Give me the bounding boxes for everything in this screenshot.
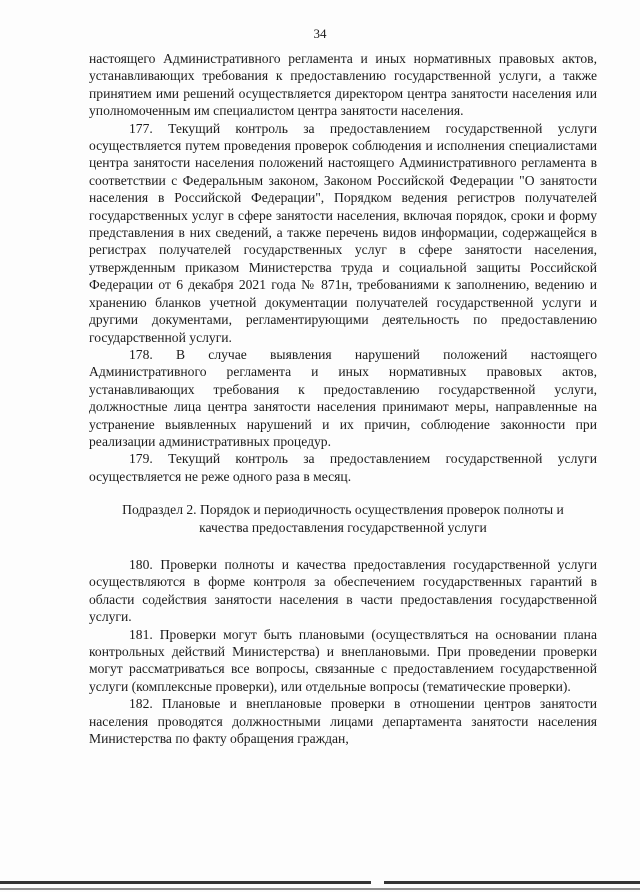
paragraph-178: 178. В случае выявления нарушений положений настоящего Административного регламента и иных нормативных правовых актов, устанавливающих требования к предоставлению государственной услуги, должностные лица центра занятости населения принимают меры, направленные на устранение выявленных нарушений и их причин, соблюдение законности при реализации административных процедур. [89, 346, 597, 449]
paragraph-continuation: настоящего Административного регламента и иных нормативных правовых актов, устанавливающих требования к предоставлению государственной услуги, а также принятием ими решений осуществляется директором центра занятости населения или уполномоченным им специалистом центра занятости населения. [89, 51, 597, 119]
document-body [89, 50, 597, 747]
scan-edge-line [0, 881, 640, 884]
paragraph-182: 182. Плановые и внеплановые проверки в отношении центров занятости населения проводятся должностными лицами департамента занятости населения Министерства по факту обращения граждан, [89, 696, 597, 747]
paragraph-180: 180. Проверки полноты и качества предоставления государственной услуги осуществляются в форме контроля за обеспечением государственных гарантий в области содействия занятости населения в части предоставления государственной услуги. [89, 556, 597, 625]
paragraph-181: 181. Проверки могут быть плановыми (осуществляться на основании плана контрольных действий Министерства) и внеплановыми. При проведении проверки могут рассматриваться все вопросы, связанные с предоставлением государственной услуги (комплексные проверки), или отдельные вопросы (тематические проверки). [89, 626, 597, 694]
paragraph-177: 177. Текущий контроль за предоставлением государственной услуги осуществляется путем проведения проверок соблюдения и исполнения специалистами центра занятости населения положений настоящего Административного регламента в соответствии с Федеральным законом, Законом Российской Федерации "О занятости населения в Российской Федерации", Порядком ведения регистров получателей государственных услуг в сфере занятости населения, включая порядок, сроки и форму представления в них сведений, а также перечень видов информации, содержащейся в регистрах получателей государственных услуг в сфере занятости населения, утвержденным приказом Министерства труда и социальной защиты Российской Федерации от 6 декабря 2021 года № 871н, требованиями к заполнению, ведению и хранению бланков учетной документации получателей государственной услуги и другими документами, регламентирующими деятельность по предоставлению государственной услуги. [89, 120, 597, 345]
page-number: 34 [313, 26, 327, 41]
subsection-heading: Подраздел 2. Порядок и периодичность осуществления проверок полноты и качества предоставления государственной услуги [122, 502, 564, 535]
paragraph-179: 179. Текущий контроль за предоставлением государственной услуги осуществляется не реже одного раза в месяц. [89, 451, 597, 484]
scan-edge-shadow [0, 888, 640, 890]
